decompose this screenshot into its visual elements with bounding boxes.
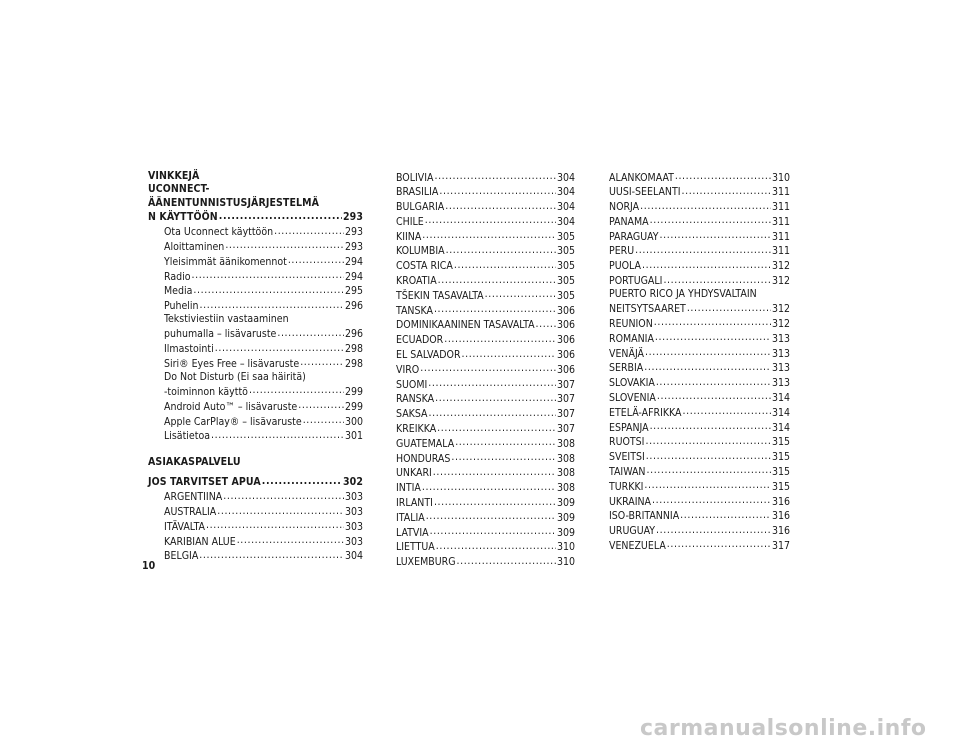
toc-entry-page: 295 <box>344 285 363 298</box>
toc-entry-page: 312 <box>771 303 790 316</box>
toc-entry-title: CHILE <box>396 215 424 228</box>
toc-entry-title: EL SALVADOR <box>396 349 461 362</box>
toc-entry-title: PANAMA <box>609 215 649 228</box>
toc-entry <box>396 407 575 422</box>
toc-entry-title: Siri® Eyes Free – lisävaruste <box>164 357 300 370</box>
dot-leader <box>444 333 556 344</box>
toc-entry <box>609 200 790 215</box>
dot-leader <box>675 170 771 181</box>
dot-leader <box>429 407 556 418</box>
toc-entry-page: 301 <box>344 430 363 443</box>
watermark: carmanualsonline.info <box>640 716 927 741</box>
toc-entry-title: KREIKKA <box>396 423 437 436</box>
toc-entry-page: 308 <box>556 467 575 480</box>
toc-entry-page: 307 <box>556 378 575 391</box>
toc-entry <box>148 342 363 357</box>
toc-entry-title-line: Tekstiviestiin vastaaminen <box>164 313 289 326</box>
toc-entry <box>396 185 575 200</box>
toc-entry-page: 309 <box>556 497 575 510</box>
toc-entry <box>396 392 575 407</box>
toc-entry-title: PORTUGALI <box>609 275 663 288</box>
toc-entry-page: 303 <box>344 520 363 533</box>
toc-entry-title: VIRO <box>396 363 420 376</box>
toc-entry <box>396 540 575 555</box>
toc-entry <box>609 302 790 317</box>
toc-entry <box>609 509 790 524</box>
toc-entry <box>396 555 575 570</box>
toc-entry-page: 305 <box>556 289 575 302</box>
toc-entry <box>609 435 790 450</box>
dot-leader <box>211 429 344 440</box>
page-number: 10 <box>142 560 156 572</box>
toc-entry-page: 314 <box>771 406 790 419</box>
toc-entry-title: VENEZUELA <box>609 539 666 552</box>
toc-entry-page: 298 <box>344 343 363 356</box>
dot-leader <box>640 200 771 211</box>
toc-entry-title: UKRAINA <box>609 495 652 508</box>
toc-entry <box>609 464 790 479</box>
toc-entry <box>148 399 363 414</box>
dot-leader <box>680 509 771 520</box>
toc-entry <box>396 348 575 363</box>
toc-entry-page: 305 <box>556 260 575 273</box>
toc-entry <box>609 170 790 185</box>
toc-entry <box>396 288 575 303</box>
toc-entry <box>396 362 575 377</box>
toc-entry <box>609 405 790 420</box>
dot-leader <box>438 274 556 285</box>
toc-entry-page: 316 <box>771 525 790 538</box>
dot-leader <box>650 214 771 225</box>
toc-entry-page: 308 <box>556 452 575 465</box>
toc-entry-title-line: Do Not Disturb (Ei saa häiritä) <box>164 371 306 384</box>
toc-entry-page: 315 <box>771 451 790 464</box>
toc-entry-page: 313 <box>771 332 790 345</box>
dot-leader <box>288 254 344 265</box>
toc-entry-title: Android Auto™ – lisävaruste <box>164 400 298 413</box>
toc-entry <box>148 327 363 342</box>
toc-entry-page: 308 <box>556 437 575 450</box>
toc-entry <box>396 303 575 318</box>
toc-entry-page: 303 <box>344 506 363 519</box>
toc-entry-title: TANSKA <box>396 304 433 317</box>
toc-entry-title: ECUADOR <box>396 334 444 347</box>
dot-leader <box>536 318 556 329</box>
toc-entry-title: SLOVENIA <box>609 391 656 404</box>
toc-entry <box>396 422 575 437</box>
toc-entry-page: 300 <box>344 415 363 428</box>
toc-entry-title: RANSKA <box>396 393 435 406</box>
toc-entry-page: 311 <box>771 215 790 228</box>
dot-leader <box>655 331 771 342</box>
dot-leader <box>451 451 556 462</box>
toc-entry-title: Radio <box>164 270 191 283</box>
toc-entry <box>609 274 790 289</box>
toc-entry <box>148 490 363 505</box>
dot-leader <box>454 259 556 270</box>
toc-entry <box>609 538 790 553</box>
toc-entry <box>609 214 790 229</box>
toc-entry <box>148 225 363 240</box>
dot-leader <box>437 422 556 433</box>
dot-leader <box>455 436 556 447</box>
toc-entry-page: 294 <box>344 270 363 283</box>
toc-entry-page: 306 <box>556 349 575 362</box>
toc-entry-title: NEITSYTSAARET <box>609 303 686 316</box>
toc-entry-title: GUATEMALA <box>396 437 455 450</box>
toc-entry <box>396 200 575 215</box>
toc-entry-title: KARIBIAN ALUE <box>164 535 236 548</box>
toc-entry-page: 315 <box>771 436 790 449</box>
toc-entry-page: 317 <box>771 539 790 552</box>
toc-entry-page: 296 <box>344 328 363 341</box>
toc-entry-title: ROMANIA <box>609 332 654 345</box>
toc-entry-page: 306 <box>556 304 575 317</box>
dot-leader <box>192 269 344 280</box>
dot-leader <box>667 538 771 549</box>
toc-entry-title: ALANKOMAAT <box>609 171 674 184</box>
dot-leader <box>642 259 771 270</box>
toc-entry-title: BULGARIA <box>396 201 445 214</box>
toc-entry <box>148 210 363 225</box>
dot-leader <box>225 239 344 250</box>
dot-leader <box>445 200 556 211</box>
toc-entry-page: 304 <box>556 201 575 214</box>
dot-leader <box>206 519 344 530</box>
dot-leader <box>434 496 556 507</box>
dot-leader <box>645 346 771 357</box>
toc-entry-title: SVEITSI <box>609 451 645 464</box>
toc-entry-page: 316 <box>771 510 790 523</box>
toc-entry <box>609 361 790 376</box>
dot-leader <box>654 316 771 327</box>
toc-entry-title: UUSI-SEELANTI <box>609 186 681 199</box>
toc-entry <box>609 450 790 465</box>
toc-entry-page: 312 <box>771 260 790 273</box>
toc-entry-page: 307 <box>556 408 575 421</box>
toc-entry-title: JOS TARVITSET APUA <box>148 476 261 489</box>
toc-entry <box>396 510 575 525</box>
section-heading: UCONNECT-ÄÄNENTUNNISTUSJÄRJESTELMÄ <box>148 183 320 209</box>
dot-leader <box>422 481 556 492</box>
toc-entry-page: 304 <box>556 186 575 199</box>
toc-entry <box>148 534 363 549</box>
toc-entry-page: 311 <box>771 245 790 258</box>
toc-entry-page: 310 <box>771 171 790 184</box>
dot-leader <box>687 302 771 313</box>
dot-leader <box>428 377 556 388</box>
toc-entry-page: 308 <box>556 482 575 495</box>
dot-leader <box>660 229 771 240</box>
toc-entry-title: Ota Uconnect käyttöön <box>164 226 274 239</box>
toc-entry <box>148 284 363 299</box>
toc-entry-title: -toiminnon käyttö <box>164 385 248 398</box>
dot-leader <box>435 392 556 403</box>
toc-entry-title: Media <box>164 285 193 298</box>
toc-entry-title: ESPANJA <box>609 421 649 434</box>
toc-entry-title: IRLANTI <box>396 497 433 510</box>
toc-entry-page: 306 <box>556 363 575 376</box>
dot-leader <box>436 540 556 551</box>
toc-entry-page: 293 <box>342 211 363 224</box>
toc-entry-page: 296 <box>344 300 363 313</box>
toc-entry-title: Lisätietoa <box>164 430 211 443</box>
toc-entry-page: 294 <box>344 255 363 268</box>
toc-entry-title: SUOMI <box>396 378 428 391</box>
toc-entry-title: ITALIA <box>396 511 425 524</box>
dot-leader <box>656 524 771 535</box>
toc-entry-page: 311 <box>771 201 790 214</box>
toc-entry <box>396 318 575 333</box>
toc-entry <box>148 429 363 444</box>
toc-entry <box>609 331 790 346</box>
dot-leader <box>485 288 556 299</box>
toc-entry-title: AUSTRALIA <box>164 506 217 519</box>
toc-entry-title: SAKSA <box>396 408 428 421</box>
toc-entry-title: LATVIA <box>396 526 429 539</box>
toc-entry-title: RUOTSI <box>609 436 645 449</box>
toc-entry-page: 312 <box>771 317 790 330</box>
dot-leader <box>422 229 556 240</box>
toc-entry-title: SLOVAKIA <box>609 377 655 390</box>
toc-entry-page: 307 <box>556 393 575 406</box>
toc-entry <box>148 356 363 371</box>
toc-entry <box>609 244 790 259</box>
toc-column-3 <box>609 170 790 553</box>
toc-entry <box>609 259 790 274</box>
toc-entry-page: 313 <box>771 362 790 375</box>
toc-entry-title: Puhelin <box>164 300 199 313</box>
toc-entry <box>396 229 575 244</box>
toc-entry-title: Aloittaminen <box>164 240 225 253</box>
dot-leader <box>420 362 556 373</box>
toc-entry <box>609 479 790 494</box>
toc-column-2 <box>396 170 575 570</box>
dot-leader <box>303 414 344 425</box>
dot-leader <box>645 435 771 446</box>
dot-leader <box>446 244 556 255</box>
toc-entry <box>148 519 363 534</box>
toc-entry-title: INTIA <box>396 482 421 495</box>
toc-entry <box>148 269 363 284</box>
toc-entry-title: ITÄVALTA <box>164 520 206 533</box>
toc-entry <box>609 494 790 509</box>
toc-entry-title: COSTA RICA <box>396 260 453 273</box>
toc-entry <box>396 525 575 540</box>
dot-leader <box>217 505 344 516</box>
toc-entry-title: BRASILIA <box>396 186 439 199</box>
toc-entry-page: 312 <box>771 275 790 288</box>
toc-entry-title: LIETTUA <box>396 541 435 554</box>
dot-leader <box>223 490 344 501</box>
toc-entry-page: 310 <box>556 556 575 569</box>
dot-leader <box>249 384 344 395</box>
toc-entry-title: ARGENTIINA <box>164 491 223 504</box>
toc-entry-page: 305 <box>556 245 575 258</box>
toc-entry-page: 304 <box>556 171 575 184</box>
toc-entry <box>396 259 575 274</box>
toc-entry-page: 299 <box>344 385 363 398</box>
toc-entry-title: PARAGUAY <box>609 230 659 243</box>
toc-entry-title: ETELÄ-AFRIKKA <box>609 406 682 419</box>
toc-entry-title: PERU <box>609 245 635 258</box>
toc-entry <box>148 475 363 490</box>
toc-entry <box>148 505 363 520</box>
toc-entry-title: KROATIA <box>396 275 437 288</box>
toc-entry-page: 306 <box>556 319 575 332</box>
toc-entry-page: 293 <box>344 240 363 253</box>
toc-column-1 <box>148 170 363 564</box>
toc-entry-page: 311 <box>771 186 790 199</box>
toc-entry-page: 305 <box>556 230 575 243</box>
toc-entry-title: HONDURAS <box>396 452 451 465</box>
toc-entry-title: DOMINIKAANINEN TASAVALTA <box>396 319 535 332</box>
dot-leader <box>237 534 344 545</box>
toc-entry <box>396 496 575 511</box>
toc-entry-title: KOLUMBIA <box>396 245 445 258</box>
toc-entry-title: Yleisimmät äänikomennot <box>164 255 287 268</box>
toc-entry <box>609 346 790 361</box>
dot-leader <box>462 348 556 359</box>
toc-entry <box>396 436 575 451</box>
toc-entry <box>396 333 575 348</box>
toc-entry <box>148 549 363 564</box>
toc-entry <box>396 170 575 185</box>
toc-entry-title: LUXEMBURG <box>396 556 456 569</box>
dot-leader <box>644 479 771 490</box>
toc-entry-page: 305 <box>556 275 575 288</box>
dot-leader <box>635 244 771 255</box>
toc-entry-page: 313 <box>771 347 790 360</box>
toc-entry <box>609 229 790 244</box>
toc-entry <box>609 524 790 539</box>
toc-entry <box>396 244 575 259</box>
toc-entry <box>609 376 790 391</box>
toc-entry-page: 293 <box>344 226 363 239</box>
toc-entry-title: ISO-BRITANNIA <box>609 510 680 523</box>
toc-entry <box>609 316 790 331</box>
dot-leader <box>199 549 344 560</box>
toc-entry-page: 309 <box>556 526 575 539</box>
toc-entry <box>148 254 363 269</box>
toc-entry-page: 306 <box>556 334 575 347</box>
toc-entry-page: 302 <box>342 476 363 489</box>
toc-entry-page: 316 <box>771 495 790 508</box>
toc-entry-title: SERBIA <box>609 362 644 375</box>
toc-entry-page: 311 <box>771 230 790 243</box>
toc-entry-page: 315 <box>771 465 790 478</box>
toc-entry-title: N KÄYTTÖÖN <box>148 211 218 224</box>
toc-entry <box>148 299 363 314</box>
dot-leader <box>430 525 556 536</box>
dot-leader <box>193 284 344 295</box>
dot-leader <box>426 510 556 521</box>
dot-leader <box>647 464 771 475</box>
dot-leader <box>433 466 556 477</box>
toc-entry <box>396 274 575 289</box>
dot-leader <box>656 376 771 387</box>
toc-entry <box>396 451 575 466</box>
toc-entry-page: 304 <box>344 550 363 563</box>
toc-entry <box>396 466 575 481</box>
toc-entry <box>609 185 790 200</box>
section-heading: VINKKEJÄ <box>148 170 200 182</box>
dot-leader <box>298 399 344 410</box>
toc-entry-title: BELGIA <box>164 550 199 563</box>
toc-entry-page: 313 <box>771 377 790 390</box>
dot-leader <box>277 327 344 338</box>
dot-leader <box>652 494 771 505</box>
toc-entry-title: TAIWAN <box>609 465 646 478</box>
dot-leader <box>650 420 771 431</box>
dot-leader <box>215 342 344 353</box>
toc-entry <box>148 239 363 254</box>
toc-entry-title: REUNION <box>609 317 653 330</box>
toc-entry-page: 310 <box>556 541 575 554</box>
toc-entry <box>609 390 790 405</box>
dot-leader <box>457 555 556 566</box>
toc-entry-page: 298 <box>344 357 363 370</box>
toc-entry-title: puhumalla – lisävaruste <box>164 328 277 341</box>
toc-entry-title: BOLIVIA <box>396 171 434 184</box>
toc-entry-page: 303 <box>344 491 363 504</box>
toc-entry-page: 307 <box>556 423 575 436</box>
dot-leader <box>434 170 555 181</box>
dot-leader <box>434 303 556 314</box>
dot-leader <box>200 299 344 310</box>
toc-entry-title: NORJA <box>609 201 640 214</box>
toc-entry-page: 299 <box>344 400 363 413</box>
toc-entry-title: UNKARI <box>396 467 432 480</box>
toc-entry-title: VENÄJÄ <box>609 347 645 360</box>
dot-leader <box>646 450 771 461</box>
toc-entry-page: 309 <box>556 511 575 524</box>
toc-entry-title-line: PUERTO RICO JA YHDYSVALTAIN <box>609 288 757 301</box>
toc-entry-page: 303 <box>344 535 363 548</box>
dot-leader <box>682 185 771 196</box>
toc-entry-title: PUOLA <box>609 260 642 273</box>
toc-entry-page: 314 <box>771 391 790 404</box>
toc-entry <box>148 414 363 429</box>
toc-entry-title: Ilmastointi <box>164 343 214 356</box>
toc-entry <box>609 420 790 435</box>
toc-entry-title: KIINA <box>396 230 422 243</box>
dot-leader <box>663 274 771 285</box>
toc-entry-title: URUGUAY <box>609 525 656 538</box>
toc-entry <box>148 384 363 399</box>
section-heading: ASIAKASPALVELU <box>148 455 241 468</box>
toc-entry-page: 315 <box>771 480 790 493</box>
toc-entry <box>396 214 575 229</box>
dot-leader <box>425 214 556 225</box>
toc-entry <box>396 377 575 392</box>
toc-entry-page: 314 <box>771 421 790 434</box>
dot-leader <box>300 356 344 367</box>
toc-entry-title: Apple CarPlay® – lisävaruste <box>164 415 302 428</box>
dot-leader <box>439 185 556 196</box>
dot-leader <box>644 361 771 372</box>
dot-leader <box>657 390 771 401</box>
toc-entry-title: TŠEKIN TASAVALTA <box>396 289 484 302</box>
toc-entry-title: TURKKI <box>609 480 644 493</box>
dot-leader <box>274 225 344 236</box>
toc-entry-page: 304 <box>556 215 575 228</box>
toc-entry <box>396 481 575 496</box>
dot-leader <box>683 405 771 416</box>
